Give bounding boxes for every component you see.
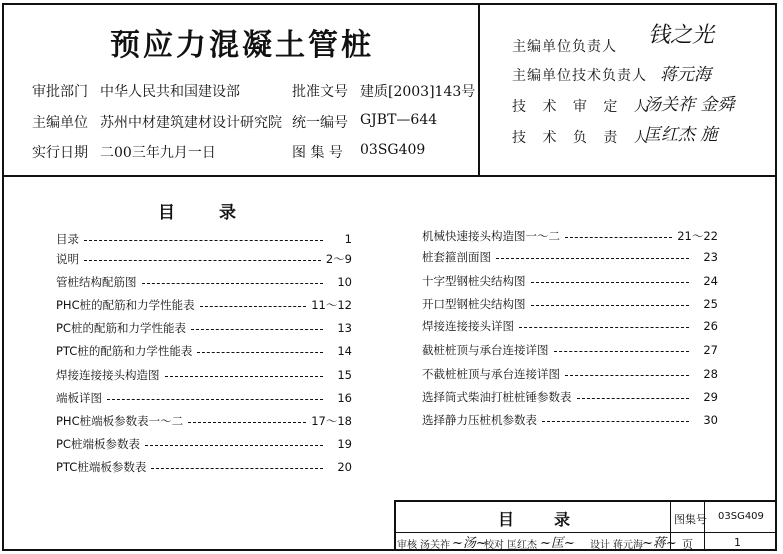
effective-date-label: 实行日期 <box>32 145 88 161</box>
approval-dept: 中华人民共和国建设部 <box>100 84 240 100</box>
toc-item-title: 截桩桩顶与承台连接详图 <box>422 343 549 357</box>
title-block-name-char-2: 录 <box>554 510 571 529</box>
toc-item-title: 不截桩桩顶与承台连接详图 <box>422 367 560 381</box>
leader-line <box>565 375 689 376</box>
toc-item-title: 选择筒式柴油打桩桩锤参数表 <box>422 390 572 404</box>
leader-line <box>531 282 690 283</box>
toc-item-page: 20 <box>337 460 352 474</box>
toc-item-title: 目录 <box>56 232 79 246</box>
toc-item[interactable] <box>56 343 352 359</box>
editor-unit-label: 主编单位 <box>32 115 88 131</box>
toc-item-page: 29 <box>703 390 718 404</box>
toc-item-title: 开口型钢桩尖结构图 <box>422 297 526 311</box>
leader-line <box>188 422 306 423</box>
reviewer-label: 技 术 审 定 人 <box>512 99 654 115</box>
toc-item-page: 24 <box>703 274 718 288</box>
tech-lead-label: 技 术 负 责 人 <box>512 130 654 146</box>
toc-item[interactable] <box>422 412 718 428</box>
reviewer-signature: 汤关祚 金舜 <box>644 95 735 115</box>
chief-editor-signature: 钱之光 <box>648 23 715 48</box>
effective-date: 二00三年九月一日 <box>100 145 216 161</box>
approval-doc: 建质[2003]143号 <box>360 84 476 100</box>
toc-item[interactable] <box>56 436 352 452</box>
approval-dept-label: 审批部门 <box>32 84 88 100</box>
toc-item[interactable] <box>422 296 718 312</box>
review-signature: ~汤~ <box>452 536 487 551</box>
toc-item[interactable] <box>56 367 352 383</box>
toc-item-page: 16 <box>337 391 352 405</box>
toc-item-page: 17～18 <box>311 414 352 428</box>
leader-line <box>565 237 672 238</box>
toc-item[interactable] <box>422 389 718 405</box>
toc-item[interactable] <box>56 297 352 313</box>
leader-line <box>531 305 690 306</box>
toc-item[interactable] <box>56 320 352 336</box>
leader-line <box>577 398 690 399</box>
toc-item-title: PTC桩的配筋和力学性能表 <box>56 344 193 358</box>
review-label: 审核 <box>397 540 417 551</box>
toc-item-title: 选择静力压桩机参数表 <box>422 413 537 427</box>
atlas-no: 03SG409 <box>360 142 426 158</box>
toc-item[interactable] <box>422 342 718 358</box>
toc-item-page: 13 <box>337 321 352 335</box>
tech-lead-signature: 匡红杰 施 <box>644 125 718 145</box>
leader-line <box>554 351 690 352</box>
title-block-name <box>498 507 570 530</box>
toc-item[interactable] <box>56 251 352 267</box>
toc-item[interactable] <box>56 390 352 406</box>
leader-line <box>151 468 323 469</box>
toc-item-page: 1 <box>344 232 352 246</box>
atlas-title: 预应力混凝土管桩 <box>110 28 374 63</box>
toc-item[interactable] <box>56 459 352 475</box>
toc-item[interactable] <box>422 273 718 289</box>
title-block-page-label: 页 <box>682 538 693 551</box>
toc-item[interactable] <box>422 228 718 244</box>
leader-line <box>84 260 321 261</box>
toc-item-title: PC桩的配筋和力学性能表 <box>56 321 186 335</box>
technical-chief-signature: 蒋元海 <box>660 65 711 85</box>
toc-item[interactable] <box>422 249 718 265</box>
toc-heading-char-2: 录 <box>219 203 236 223</box>
header-divider <box>478 3 480 175</box>
chief-editor-label: 主编单位负责人 <box>512 39 617 55</box>
toc-item-page: 23 <box>703 250 718 264</box>
toc-item-page: 15 <box>337 368 352 382</box>
toc-item-title: 焊接连接接头详图 <box>422 319 514 333</box>
toc-item-title: PHC桩的配筋和力学性能表 <box>56 298 195 312</box>
atlas-no-label: 图 集 号 <box>292 145 343 161</box>
check-label: 校对 <box>484 540 504 551</box>
toc-item[interactable] <box>56 274 352 290</box>
unified-no-label: 统一编号 <box>292 115 348 131</box>
toc-item-page: 25 <box>703 297 718 311</box>
review-name: 汤关祚 <box>420 540 450 551</box>
leader-line <box>142 283 324 284</box>
toc-item-page: 21～22 <box>677 229 718 243</box>
toc-item-title: PTC桩端板参数表 <box>56 460 147 474</box>
toc-item-page: 27 <box>703 343 718 357</box>
leader-line <box>542 421 689 422</box>
toc-item-page: 30 <box>703 413 718 427</box>
check-name: 匡红杰 <box>507 540 537 551</box>
toc-heading <box>158 198 236 223</box>
header-bottom-rule <box>2 175 777 177</box>
title-block-page-value: 1 <box>734 536 741 549</box>
toc-item-title: 桩套箍剖面图 <box>422 250 491 264</box>
leader-line <box>84 240 323 241</box>
editor-unit: 苏州中材建筑建材设计研究院 <box>100 115 282 131</box>
technical-chief-label: 主编单位技术负责人 <box>512 68 647 84</box>
toc-item-title: 机械快速接头构造图一～二 <box>422 229 560 243</box>
approval-doc-label: 批准文号 <box>292 84 348 100</box>
toc-item[interactable] <box>56 231 352 247</box>
toc-item-page: 10 <box>337 275 352 289</box>
title-block-atlas-value: 03SG409 <box>718 511 764 522</box>
check-signature: ~匡~ <box>540 536 575 551</box>
title-block-atlas-label: 图集号 <box>674 513 707 526</box>
design-signature: ~蒋~ <box>642 536 677 551</box>
toc-item-page: 2～9 <box>325 252 352 266</box>
toc-item-page: 11～12 <box>311 298 352 312</box>
design-label: 设计 <box>590 540 610 551</box>
toc-item-page: 19 <box>337 437 352 451</box>
leader-line <box>200 306 307 307</box>
toc-item-title: PHC桩端板参数表一～二 <box>56 414 184 428</box>
toc-item-page: 26 <box>703 319 718 333</box>
toc-item[interactable] <box>56 413 352 429</box>
leader-line <box>496 258 689 259</box>
toc-item-page: 28 <box>703 367 718 381</box>
toc-item[interactable] <box>422 318 718 334</box>
toc-item-title: 十字型钢桩尖结构图 <box>422 274 526 288</box>
leader-line <box>197 352 323 353</box>
leader-line <box>145 445 323 446</box>
design-name: 蒋元海 <box>613 540 643 551</box>
leader-line <box>519 327 689 328</box>
toc-item-title: PC桩端板参数表 <box>56 437 140 451</box>
leader-line <box>191 329 323 330</box>
title-block-name-char-1: 目 <box>498 510 515 529</box>
toc-item-title: 端板详图 <box>56 391 102 405</box>
toc-item-page: 14 <box>337 344 352 358</box>
unified-no: GJBT—644 <box>360 112 438 128</box>
toc-item-title: 管桩结构配筋图 <box>56 275 137 289</box>
leader-line <box>165 376 324 377</box>
leader-line <box>107 399 323 400</box>
toc-item-title: 焊接连接接头构造图 <box>56 368 160 382</box>
toc-heading-char-1: 目 <box>158 203 175 223</box>
toc-item-title: 说明 <box>56 252 79 266</box>
toc-item[interactable] <box>422 366 718 382</box>
